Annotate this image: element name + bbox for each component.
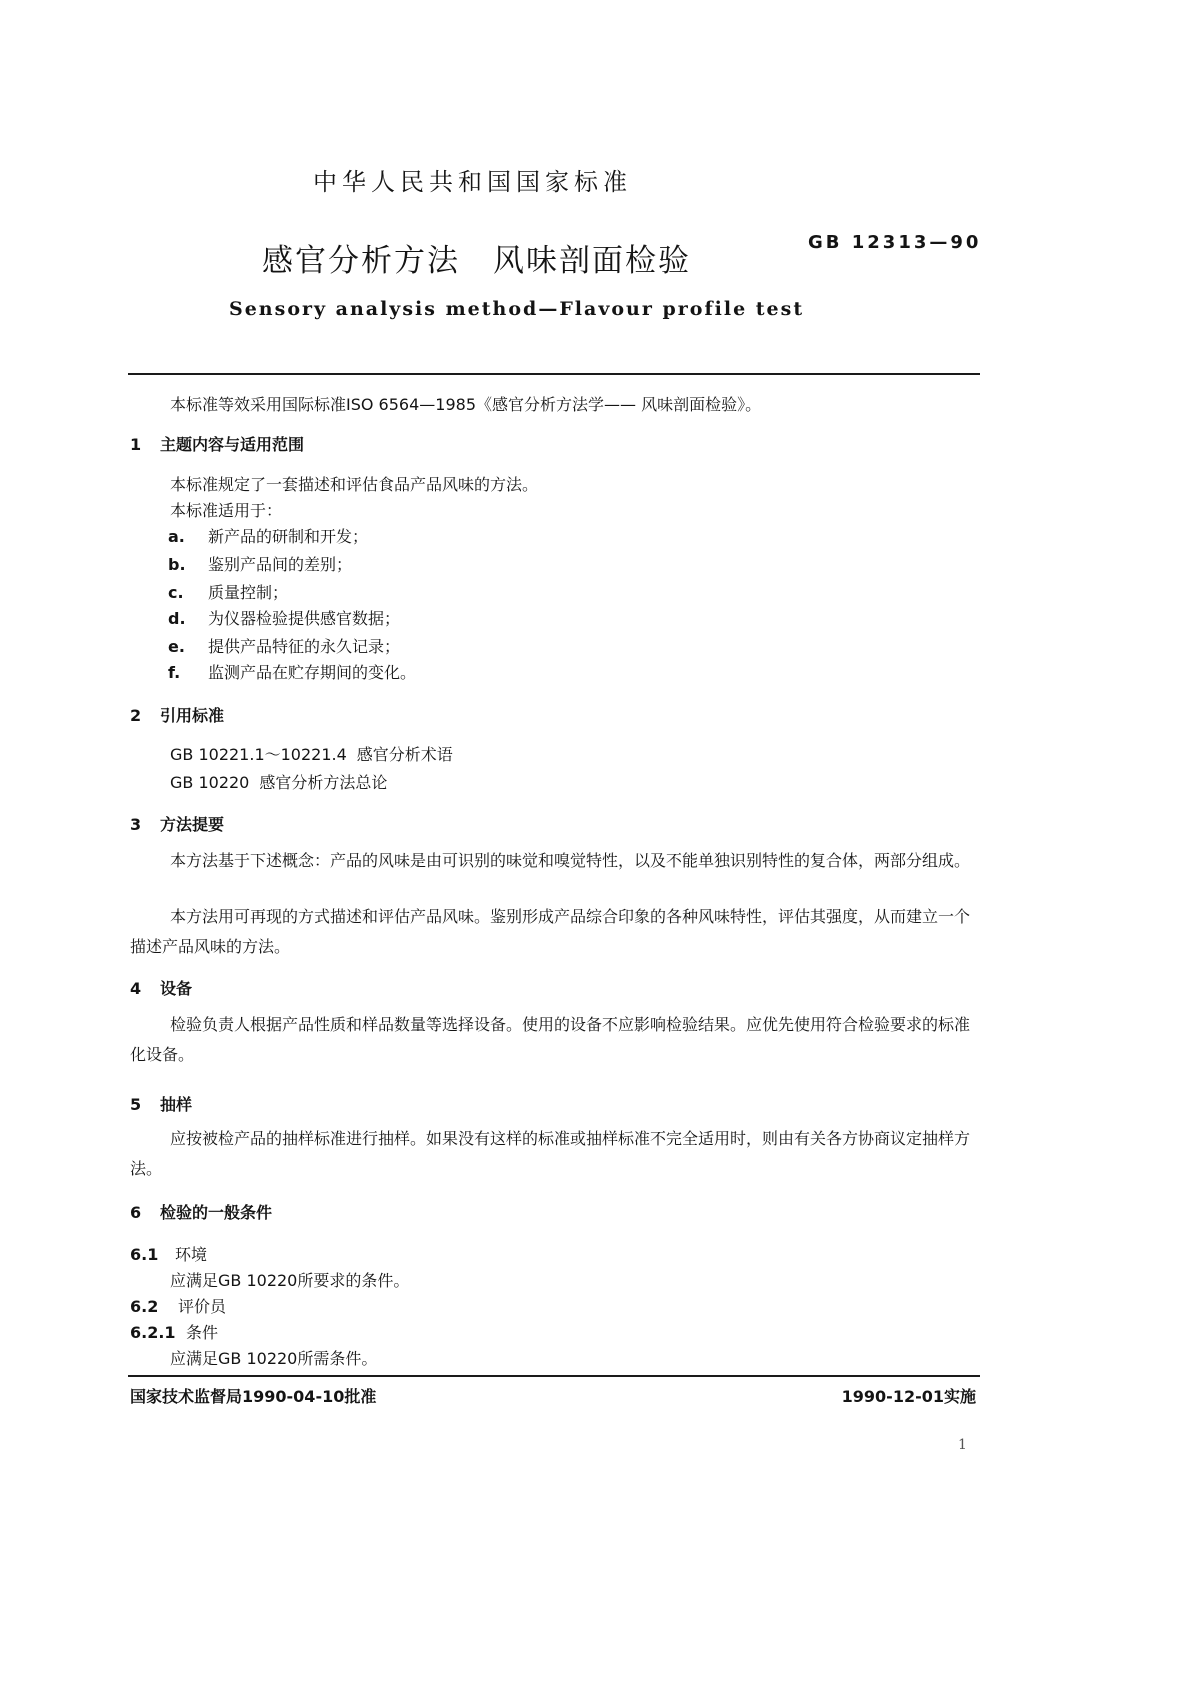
standard-type-heading: 中华人民共和国国家标准 [313,168,632,196]
section-number: 1 [130,435,142,454]
subsection-6-1-heading: 6.1 环境 [130,1245,208,1264]
list-item: e. 提供产品特征的永久记录； [168,637,401,656]
approval-date: 国家技术监督局1990-04-10批准 [130,1387,377,1406]
section-4-paragraph: 检验负责人根据产品性质和样品数量等选择设备。使用的设备不应影响检验结果。应优先使用符合检验要求的标准化设备。 [130,1015,971,1064]
header-rule [128,373,980,375]
section-5-paragraph: 应按被检产品的抽样标准进行抽样。如果没有这样的标准或抽样标准不完全适用时，则由有关各方协商议定抽样方法。 [130,1129,971,1178]
section-2-heading: 2 引用标准 [130,706,225,725]
standard-code: GB 12313—90 [808,232,982,253]
section-5-heading: 5 抽样 [130,1095,193,1114]
section-3-paragraph: 本方法用可再现的方式描述和评估产品风味。鉴别形成产品综合印象的各种风味特性，评估其强度，从而建立一个描述产品风味的方法。 [130,907,971,956]
reference-item: GB 10221.1～10221.4 感官分析术语 [170,745,453,764]
implementation-date: 1990-12-01实施 [841,1387,976,1406]
subsection-6-2-1-text: 应满足GB 10220所需条件。 [170,1349,378,1368]
footer-rule [128,1375,980,1377]
intro-paragraph: 本标准等效采用国际标准ISO 6564—1985《感官分析方法学—— 风味剖面检验》。 [170,395,762,414]
subsection-6-1-text: 应满足GB 10220所要求的条件。 [170,1271,410,1290]
section-3-heading: 3 方法提要 [130,815,225,834]
section-6-heading: 6 检验的一般条件 [130,1203,273,1222]
section-3-paragraph: 本方法基于下述概念：产品的风味是由可识别的味觉和嗅觉特性，以及不能单独识别特性的复合体，两部分组成。 [170,851,971,870]
document-title-cn: 感官分析方法 风味剖面检验 [262,243,691,279]
section-1-heading [130,432,304,455]
section-title: 主题内容与适用范围 [160,435,305,454]
section-1-paragraph: 本标准适用于： [170,501,283,520]
list-item: d. 为仪器检验提供感官数据； [168,609,401,628]
subsection-6-2-1-heading: 6.2.1 条件 [130,1323,219,1342]
section-4-heading: 4 设备 [130,979,193,998]
subsection-6-2-heading: 6.2 评价员 [130,1297,227,1316]
reference-item: GB 10220 感官分析方法总论 [170,773,388,792]
list-item: f. 监测产品在贮存期间的变化。 [168,663,417,682]
list-item: a. 新产品的研制和开发； [168,527,369,546]
list-item: c. 质量控制； [168,583,289,602]
page-number: 1 [958,1437,967,1453]
list-item: b. 鉴别产品间的差别； [168,555,353,574]
document-title-en: Sensory analysis method—Flavour profile test [229,298,805,320]
section-1-paragraph: 本标准规定了一套描述和评估食品产品风味的方法。 [170,475,539,494]
